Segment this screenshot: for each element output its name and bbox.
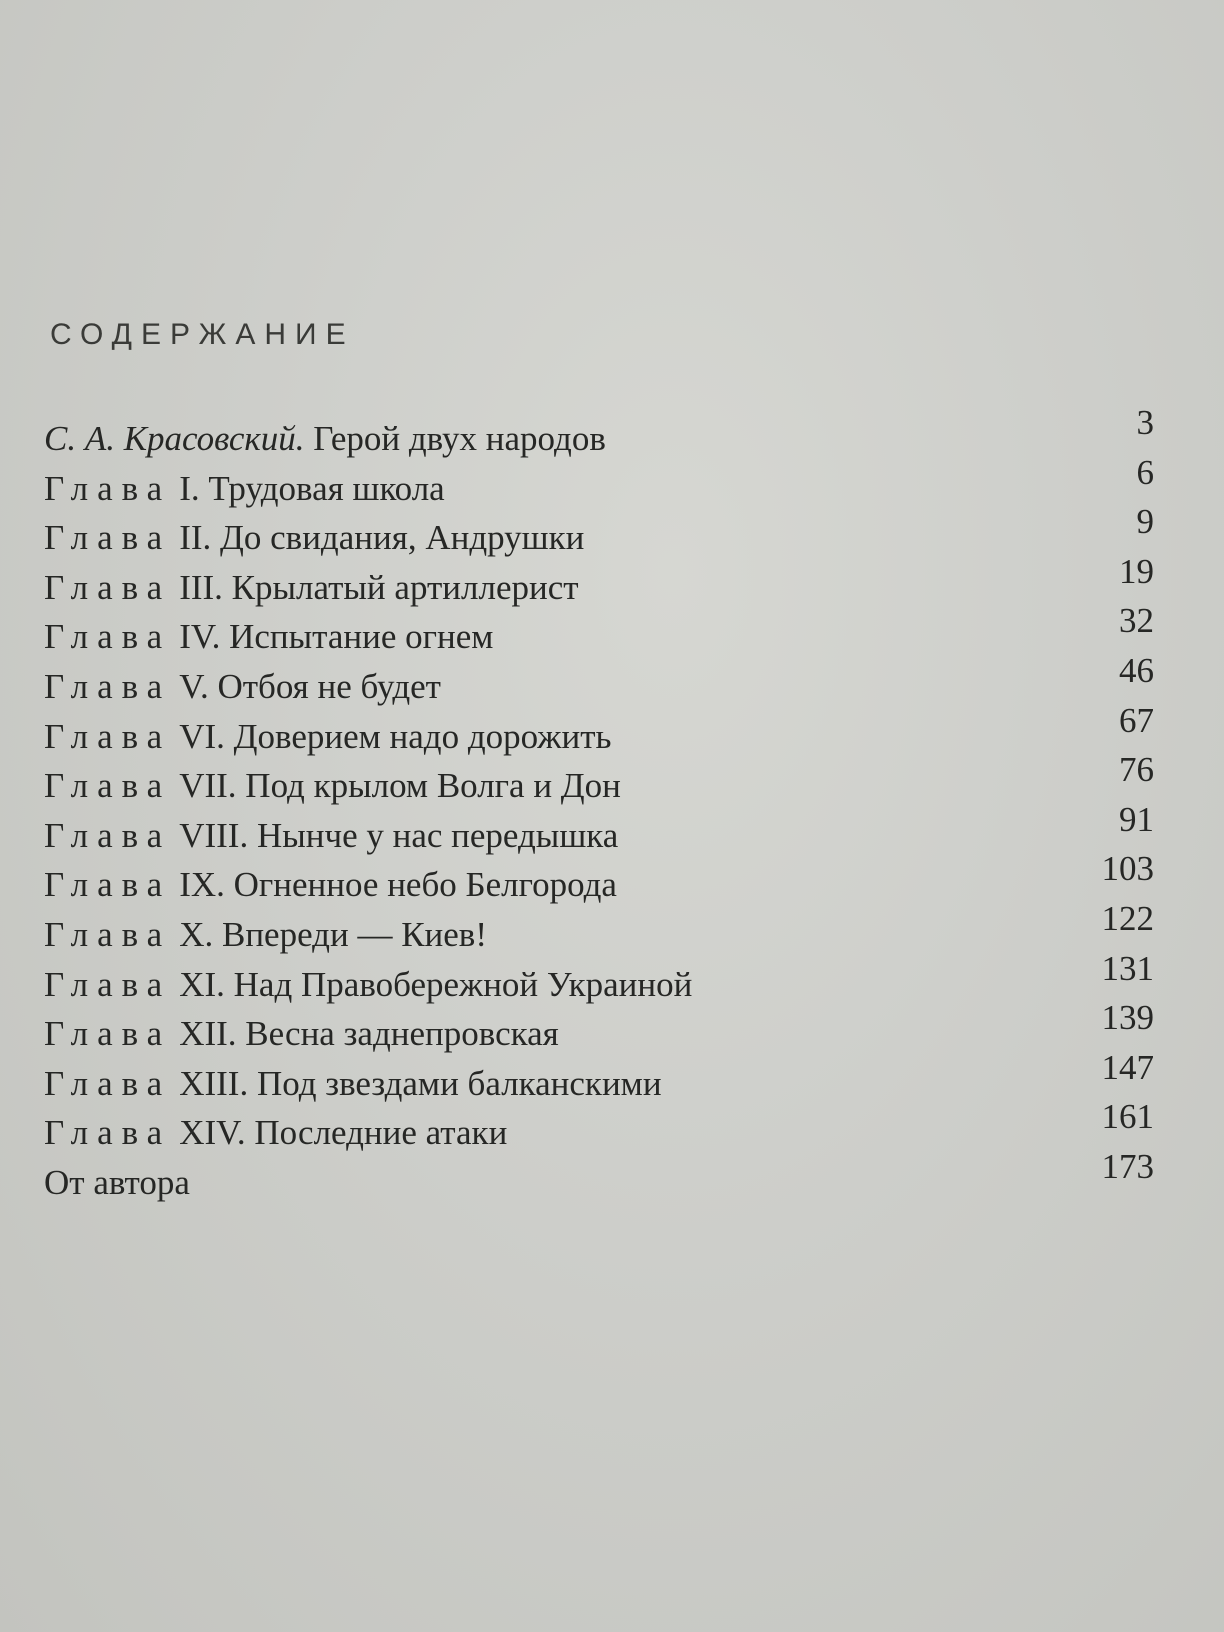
toc-entry-chapter-word: Глава <box>44 518 172 557</box>
toc-entry-title: VI. Доверием надо дорожить <box>179 717 612 756</box>
toc-entry <box>44 849 1154 907</box>
toc-entry-label <box>44 566 579 610</box>
toc-entry-label <box>44 1161 190 1205</box>
toc-entry-page-number: 32 <box>1119 601 1154 640</box>
toc-entry-label <box>44 615 493 659</box>
toc-entry-chapter-word: Глава <box>44 568 172 607</box>
toc-entry-label <box>44 665 441 709</box>
toc-entry-author: С. А. Красовский. <box>44 419 305 458</box>
toc-entry-page-number: 147 <box>1101 1048 1154 1087</box>
toc-entry-chapter-word: Глава <box>44 1113 172 1152</box>
toc-entry-title: IV. Испытание огнем <box>179 617 494 656</box>
toc-entry-page-number: 103 <box>1101 849 1154 888</box>
toc-entry-page-number: 3 <box>1136 403 1154 442</box>
toc-entry-title: I. Трудовая школа <box>179 469 445 508</box>
toc-entry <box>44 403 1154 461</box>
toc-entry-title: V. Отбоя не будет <box>179 667 441 706</box>
toc-entry-chapter-word: Глава <box>44 865 172 904</box>
toc-entry-label <box>44 467 445 511</box>
toc-entry <box>44 800 1154 858</box>
toc-entry-label <box>44 417 606 461</box>
toc-entry <box>44 949 1154 1007</box>
toc-entry-label <box>44 1012 559 1056</box>
toc-entry-chapter-word: Глава <box>44 816 172 855</box>
toc-entry-page-number: 161 <box>1101 1097 1154 1136</box>
toc-entry <box>44 601 1154 659</box>
toc-entry-page-number: 19 <box>1119 552 1154 591</box>
toc-entry-chapter-word: Глава <box>44 766 172 805</box>
toc-entry <box>44 750 1154 808</box>
toc-entry-label <box>44 1111 507 1155</box>
toc-entry-chapter-word: Глава <box>44 469 172 508</box>
toc-entry-label <box>44 715 611 759</box>
toc-entry-title: VIII. Нынче у нас передышка <box>179 816 619 855</box>
toc-entry-chapter-word: Глава <box>44 667 172 706</box>
toc-entry-page-number: 76 <box>1119 750 1154 789</box>
toc-entry <box>44 502 1154 560</box>
toc-entry-title: II. До свидания, Андрушки <box>179 518 585 557</box>
toc-entry-page-number: 6 <box>1136 453 1154 492</box>
toc-entry-page-number: 91 <box>1119 800 1154 839</box>
toc-entry-page-number: 131 <box>1101 949 1154 988</box>
toc-entry-page-number: 122 <box>1101 899 1154 938</box>
toc-entry-chapter-word: Глава <box>44 965 172 1004</box>
toc-entry-title: XIII. Под звездами балканскими <box>179 1064 662 1103</box>
toc-entry <box>44 998 1154 1056</box>
toc-entry-title: XIV. Последние атаки <box>179 1113 508 1152</box>
toc-entry <box>44 552 1154 610</box>
toc-entry-chapter-word: Глава <box>44 617 172 656</box>
toc-entry <box>44 1147 1154 1205</box>
toc-entry-page-number: 9 <box>1136 502 1154 541</box>
toc-entry-label <box>44 1062 662 1106</box>
toc-entry-chapter-word: Глава <box>44 1014 172 1053</box>
toc-entry-label <box>44 516 584 560</box>
toc-entry-chapter-word: Глава <box>44 717 172 756</box>
toc-entry-title: От автора <box>44 1163 190 1202</box>
toc-entry-page-number: 173 <box>1101 1147 1154 1186</box>
toc-entry-page-number: 139 <box>1101 998 1154 1037</box>
toc-entry-title: VII. Под крылом Волга и Дон <box>179 766 621 805</box>
toc-entry-label <box>44 913 487 957</box>
toc-entry <box>44 1048 1154 1106</box>
toc-entry-label <box>44 863 617 907</box>
toc-entry-title: IX. Огненное небо Белгорода <box>179 865 617 904</box>
toc-entry-label <box>44 814 618 858</box>
toc-entry-label <box>44 963 692 1007</box>
toc-entry-title: Герой двух народов <box>313 419 606 458</box>
toc-entry-title: III. Крылатый артиллерист <box>179 568 579 607</box>
toc-entry <box>44 651 1154 709</box>
toc-entry-title: X. Впереди — Киев! <box>179 915 487 954</box>
toc-entry <box>44 899 1154 957</box>
contents-heading: СОДЕРЖАНИЕ <box>50 318 355 351</box>
toc-entry <box>44 1097 1154 1155</box>
toc-entry-label <box>44 764 621 808</box>
toc-entry-chapter-word: Глава <box>44 1064 172 1103</box>
toc-entry-title: XI. Над Правобережной Украиной <box>179 965 693 1004</box>
toc-entry-chapter-word: Глава <box>44 915 172 954</box>
toc-entry <box>44 701 1154 759</box>
toc-entry-page-number: 67 <box>1119 701 1154 740</box>
toc-entry-page-number: 46 <box>1119 651 1154 690</box>
toc-entry <box>44 453 1154 511</box>
toc-entry-title: XII. Весна заднепровская <box>179 1014 559 1053</box>
